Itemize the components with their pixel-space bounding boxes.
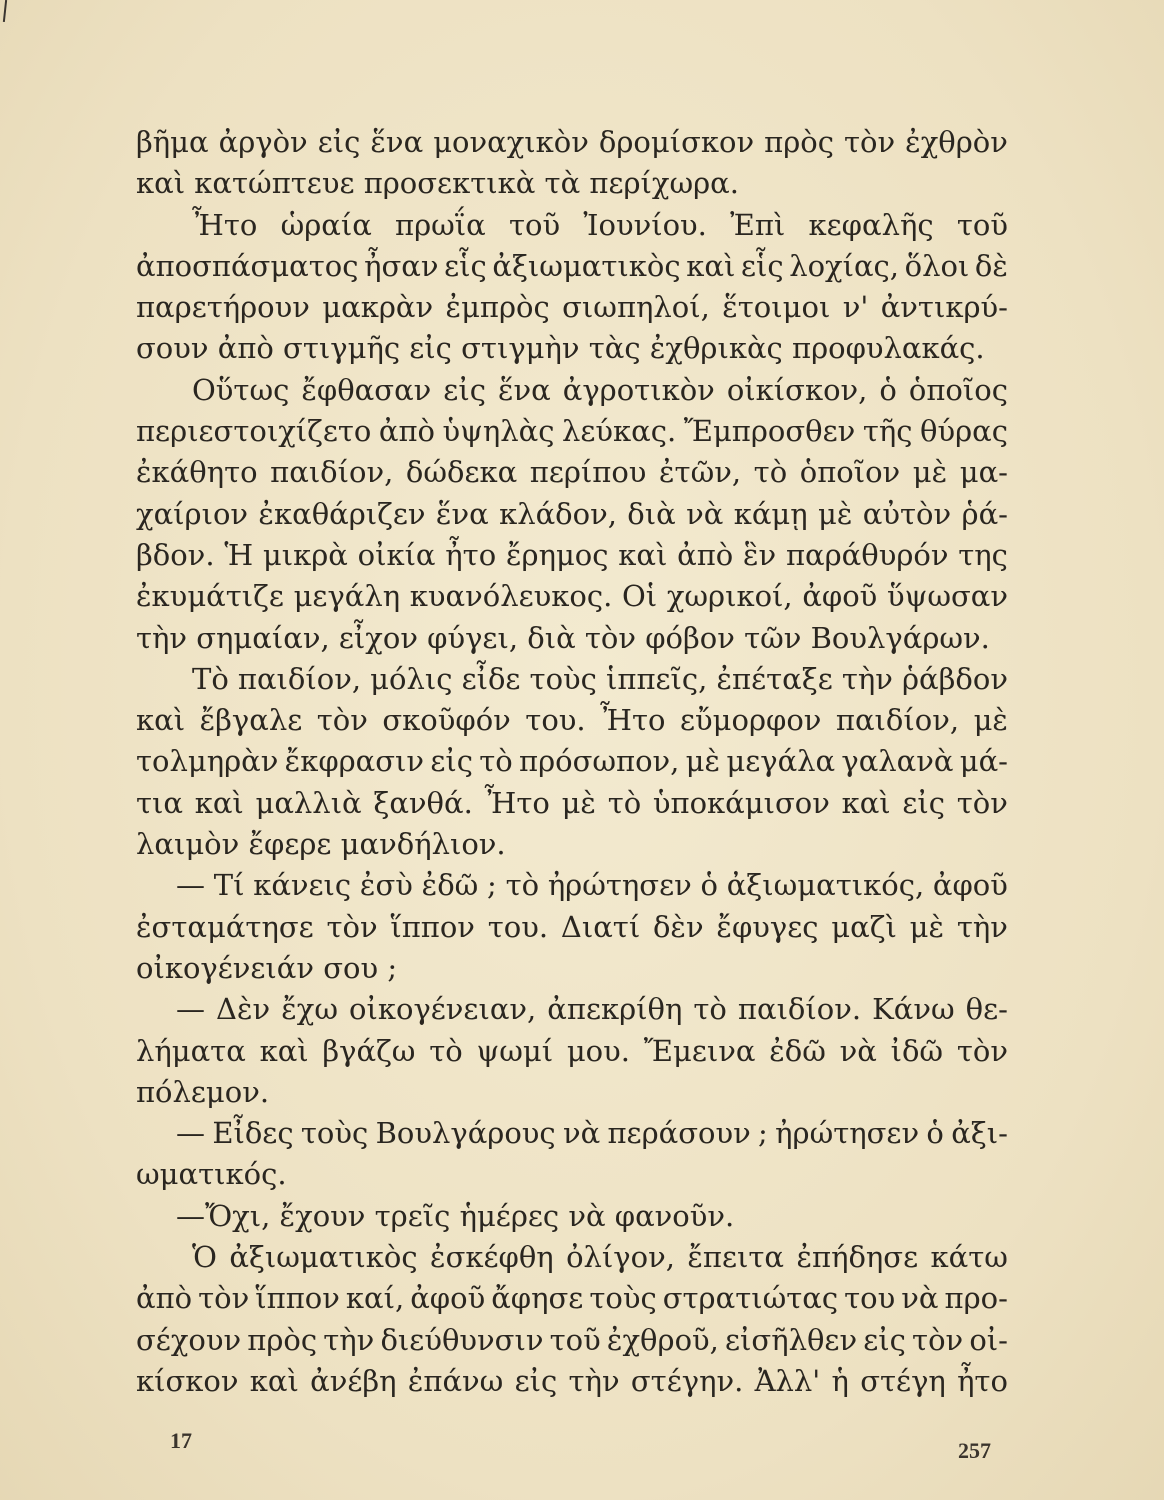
text-line: τολμηρὰν ἔκφρασιν εἰς τὸ πρόσωπον, μὲ μεγάλα γαλανὰ μά- [136,744,1008,779]
text-line: — Δὲν ἔχω οἰκογένειαν, ἀπεκρίθη τὸ παιδίον. Κάνω θε- [176,992,1008,1027]
text-line: κίσκον καὶ ἀνέβη ἐπάνω εἰς τὴν στέγην. Ἀλλ' ἡ στέγη ἦτο [136,1363,1008,1398]
signature-mark: 17 [170,1428,192,1453]
text-line: ἐκάθητο παιδίον, δώδεκα περίπου ἐτῶν, τὸ ὁποῖον μὲ μα- [136,455,1008,490]
text-line: Οὕτως ἔφθασαν εἰς ἕνα ἀγροτικὸν οἰκίσκον, ὁ ὁποῖος [192,372,1008,407]
text-line: Ὁ ἀξιωματικὸς ἐσκέφθη ὀλίγον, ἔπειτα ἐπήδησε κάτω [192,1240,1008,1275]
text-line: βῆμα ἀργὸν εἰς ἕνα μοναχικὸν δρομίσκον πρὸς τὸν ἐχθρὸν [136,125,1008,159]
text-line: ἐσταμάτησε τὸν ἵππον του. Διατί δὲν ἔφυγες μαζὶ μὲ τὴν [136,909,1008,944]
text-line: — Τί κάνεις ἐσὺ ἐδῶ ; τὸ ἠρώτησεν ὁ ἀξιωματικός, ἀφοῦ [176,868,1008,903]
text-line: βδον. Ἡ μικρὰ οἰκία ἦτο ἔρημος καὶ ἀπὸ ἓν παράθυρόν της [136,537,1008,572]
text-line: ωματικός. [136,1157,287,1192]
text-line: ἀποσπάσματος ἦσαν εἷς ἀξιωματικὸς καὶ εἷς λοχίας, ὅλοι δὲ [136,248,1008,283]
text-line: παρετήρουν μακρὰν ἐμπρὸς σιωπηλοί, ἕτοιμοι ν' ἀντικρύ- [136,290,1008,325]
text-line: χαίριον ἐκαθάριζεν ἕνα κλάδον, διὰ νὰ κάμῃ μὲ αὐτὸν ῥά- [136,496,1008,531]
text-line: Ἦτο ὡραία πρωΐα τοῦ Ἰουνίου. Ἐπὶ κεφαλῆς τοῦ [192,207,1008,242]
text-line: τια καὶ μαλλιὰ ξανθά. Ἦτο μὲ τὸ ὑποκάμισον καὶ εἰς τὸν [136,785,1008,820]
text-line: καὶ ἔβγαλε τὸν σκοῦφόν του. Ἦτο εὔμορφον παιδίον, μὲ [136,703,1008,738]
text-line: Τὸ παιδίον, μόλις εἶδε τοὺς ἱππεῖς, ἐπέταξε τὴν ῥάβδον [192,661,1008,696]
text-line: σουν ἀπὸ στιγμῆς εἰς στιγμὴν τὰς ἐχθρικὰς προφυλακάς. [136,331,985,366]
text-line: —Ὄχι, ἔχουν τρεῖς ἡμέρες νὰ φανοῦν. [176,1198,735,1233]
text-line: σέχουν πρὸς τὴν διεύθυνσιν τοῦ ἐχθροῦ, εἰσῆλθεν εἰς τὸν οἰ- [136,1322,1008,1357]
text-line: — Εἶδες τοὺς Βουλγάρους νὰ περάσουν ; ἠρώτησεν ὁ ἀξι- [176,1116,1008,1151]
text-line: λαιμὸν ἔφερε μανδήλιον. [136,827,506,862]
text-line: ἀπὸ τὸν ἵππον καί, ἀφοῦ ἄφησε τοὺς στρατιώτας του νὰ προ- [136,1281,1008,1316]
text-line: τὴν σημαίαν, εἶχον φύγει, διὰ τὸν φόβον τῶν Βουλγάρων. [136,620,990,655]
text-line: λήματα καὶ βγάζω τὸ ψωμί μου. Ἔμεινα ἐδῶ νὰ ἰδῶ τὸν [136,1033,1008,1068]
edge-mark [3,0,7,22]
page-number: 257 [958,1438,991,1463]
text-line: οἰκογένειάν σου ; [136,950,398,985]
text-line: ἐκυμάτιζε μεγάλη κυανόλευκος. Οἱ χωρικοί, ἀφοῦ ὕψωσαν [136,579,1008,614]
body-text [136,122,1008,1402]
text-line: καὶ κατώπτευε προσεκτικὰ τὰ περίχωρα. [136,166,739,201]
text-line: πόλεμον. [136,1074,270,1109]
text-line: περιεστοιχίζετο ἀπὸ ὑψηλὰς λεύκας. Ἔμπροσθεν τῆς θύρας [136,414,1008,449]
